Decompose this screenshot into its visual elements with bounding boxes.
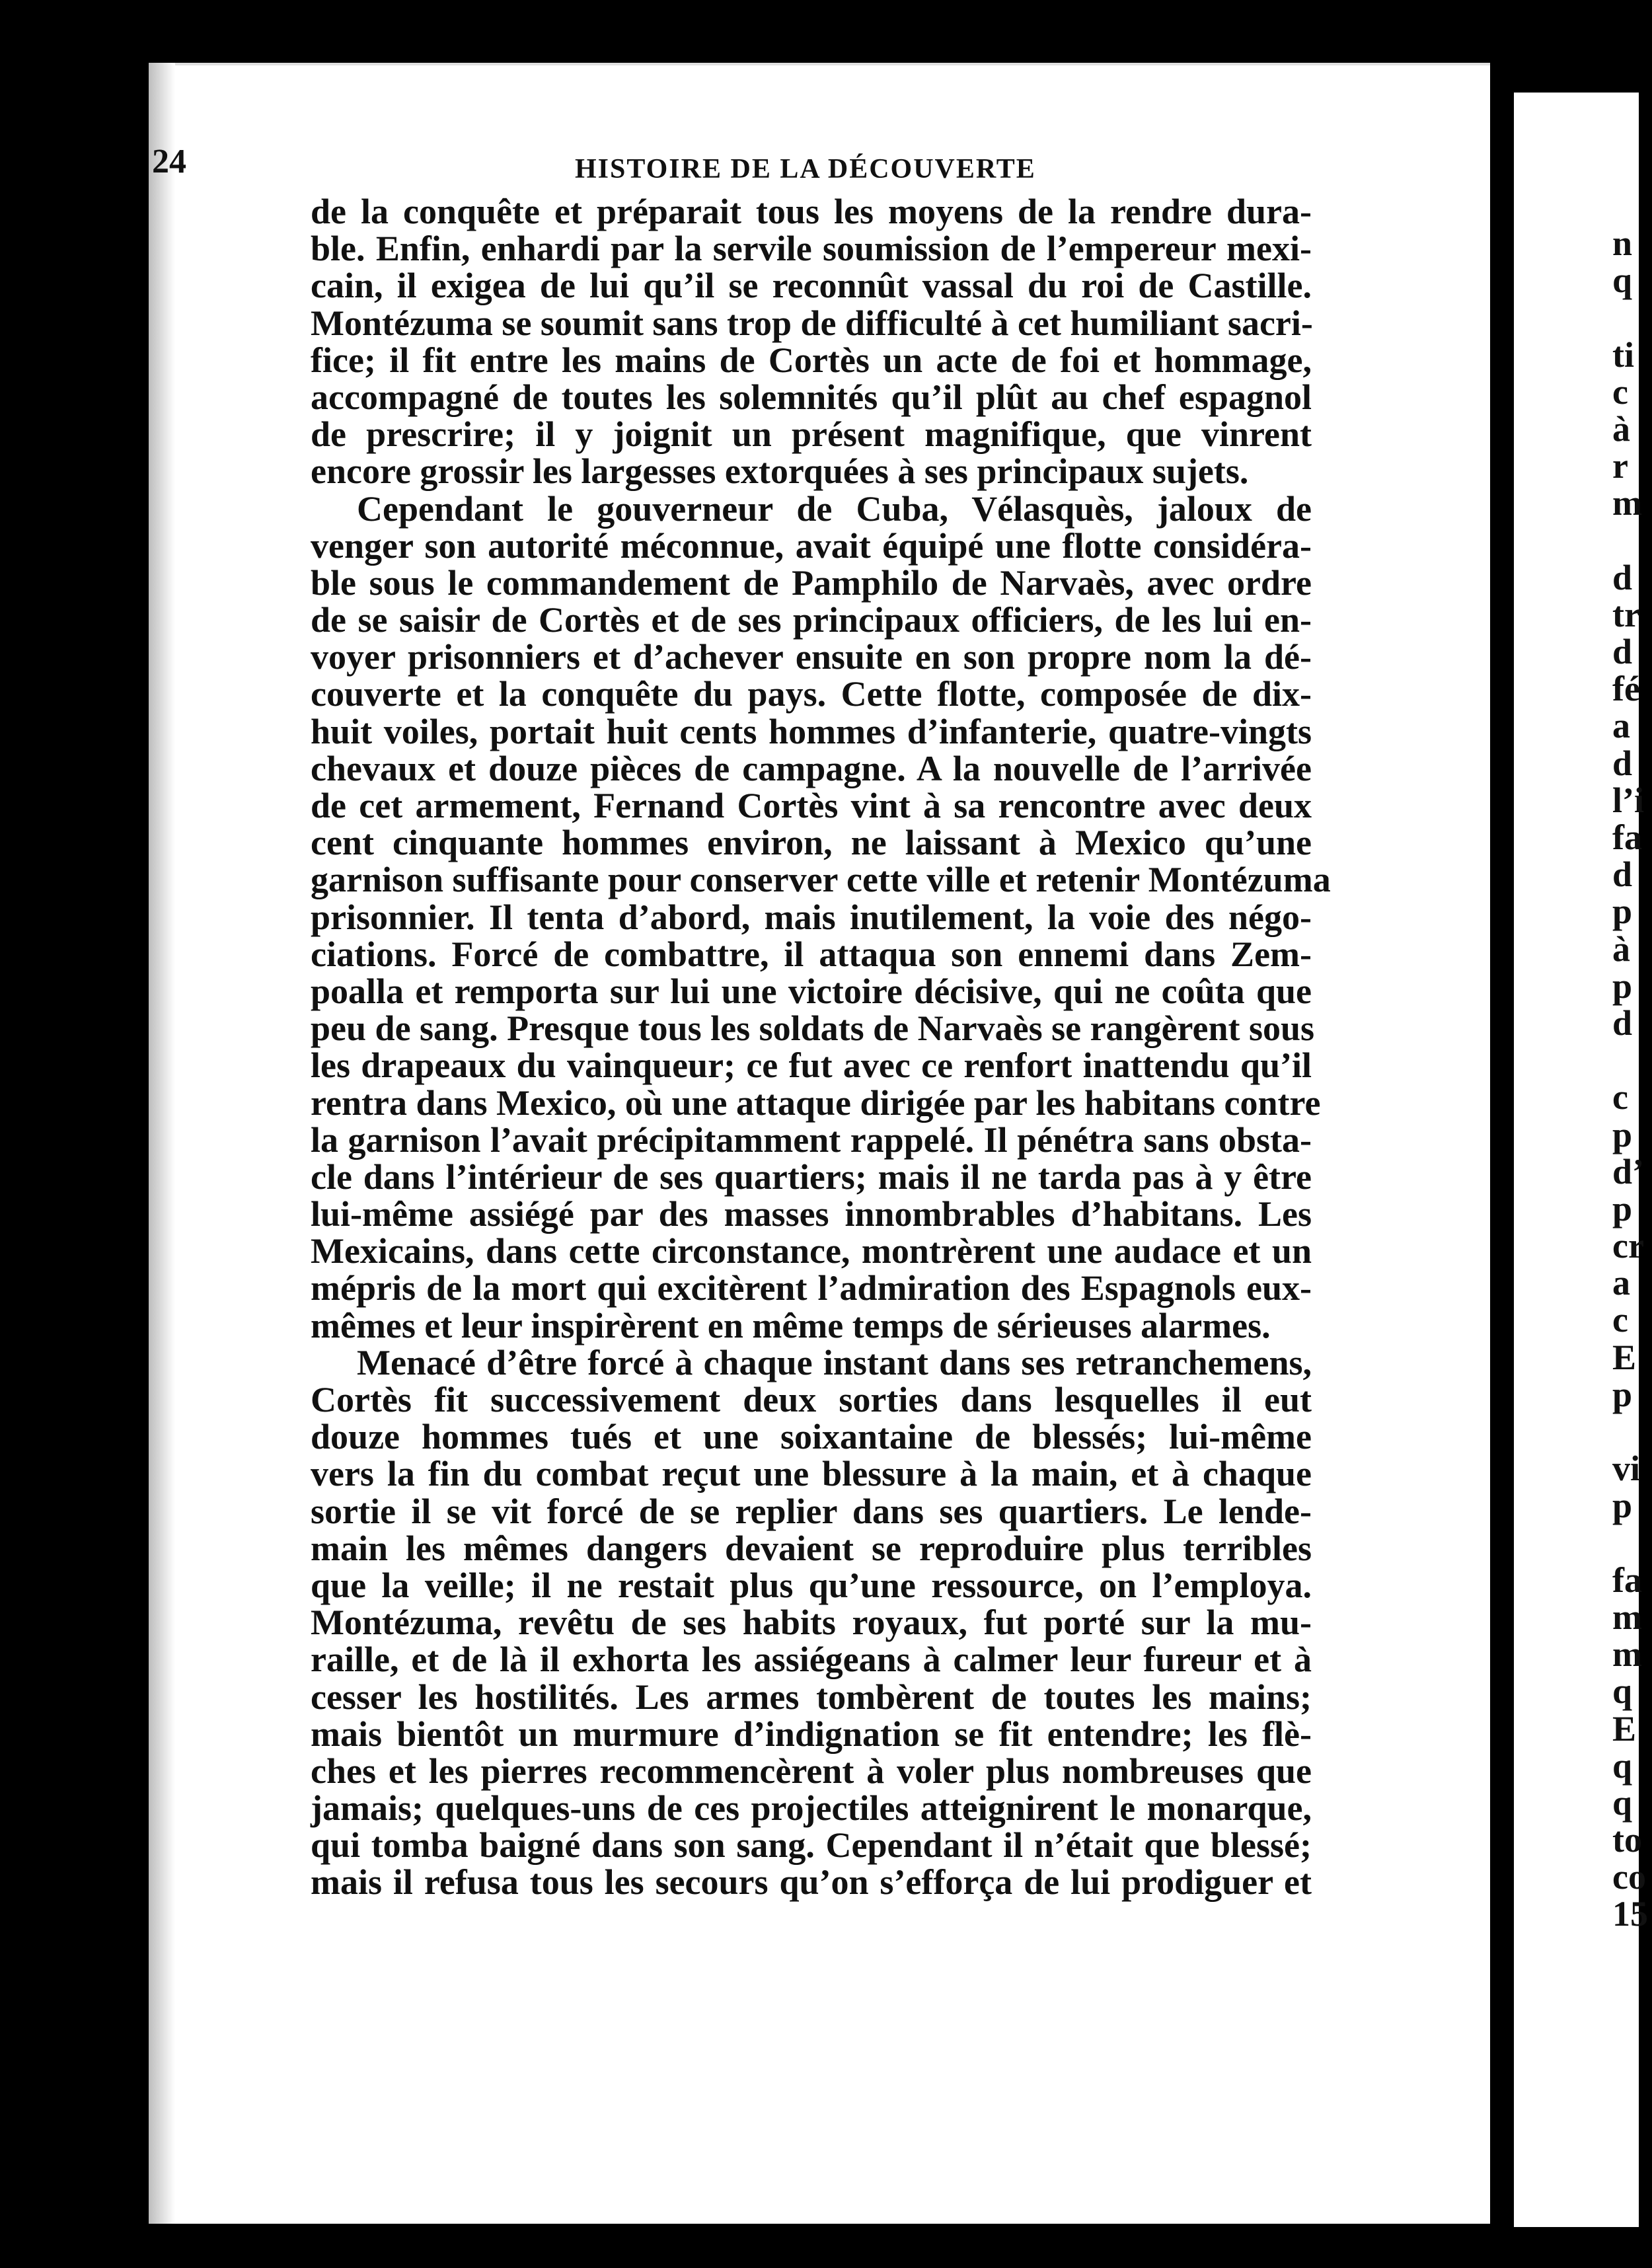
fragment: q xyxy=(1612,1782,1633,1823)
text-line: encore grossir les largesses extorquées à ses principaux sujets. xyxy=(311,451,1249,492)
fragment: d xyxy=(1612,1002,1633,1043)
fragment: cr xyxy=(1612,1226,1644,1266)
fragment: E xyxy=(1612,1337,1637,1377)
book-spine xyxy=(1490,63,1514,2224)
fragment: r xyxy=(1612,446,1628,486)
text-line: main les mêmes dangers devaient se reproduire plus terribles xyxy=(311,1528,1312,1568)
fragment xyxy=(1612,522,1652,559)
text-line: cle dans l’intérieur de ses quartiers; mais il ne tarda pas à y être xyxy=(311,1156,1312,1197)
text-line: ble sous le commandement de Pamphilo de Narvaès, avec ordre xyxy=(311,562,1312,603)
text-line: fice; il fit entre les mains de Cortès un acte de foi et hommage, xyxy=(311,340,1312,380)
text-line: vers la fin du combat reçut une blessure à la main, et à chaque xyxy=(311,1454,1312,1494)
fragment: to xyxy=(1612,1820,1642,1860)
text-line: ciations. Forcé de combattre, il attaqua son ennemi dans Zem- xyxy=(311,934,1312,974)
fragment: d xyxy=(1612,632,1633,672)
text-line: que la veille; il ne restait plus qu’une ressource, on l’employa. xyxy=(311,1565,1312,1605)
text-line: accompagné de toutes les solemnités qu’il plût au chef espagnol xyxy=(311,377,1312,417)
fragment: c xyxy=(1612,371,1628,412)
fragment: d’ xyxy=(1612,1151,1645,1191)
fragment: à xyxy=(1612,928,1630,969)
fragment: q xyxy=(1612,1671,1633,1712)
text-line: mais il refusa tous les secours qu’on s’efforça de lui prodiguer et xyxy=(311,1862,1312,1903)
text-line: mêmes et leur inspirèrent en même temps de sérieuses alarmes. xyxy=(311,1305,1271,1345)
fragment: p xyxy=(1612,1114,1633,1154)
text-line: rentra dans Mexico, où une attaque dirigée par les habitans contre xyxy=(311,1082,1321,1123)
text-line: peu de sang. Presque tous les soldats de Narvaès se rangèrent sous xyxy=(311,1008,1315,1049)
running-head: HISTOIRE DE LA DÉCOUVERTE xyxy=(575,154,1036,184)
text-line: cent cinquante hommes environ, ne laissant à Mexico qu’une xyxy=(311,823,1312,863)
text-line: cain, il exigea de lui qu’il se reconnût vassal du roi de Castille. xyxy=(311,266,1312,306)
text-line: lui-même assiégé par des masses innombrables d’habitans. Les xyxy=(311,1194,1312,1234)
fragment: tr xyxy=(1612,594,1640,634)
fragment: à xyxy=(1612,408,1630,449)
fragment: ti xyxy=(1612,334,1634,375)
fragment: m xyxy=(1612,1597,1642,1637)
text-line: jamais; quelques-uns de ces projectiles atteignirent le monarque, xyxy=(311,1788,1312,1829)
body-text xyxy=(311,192,1331,1903)
text-line: de se saisir de Cortès et de ses principaux officiers, de les lui en- xyxy=(311,600,1312,640)
fragment xyxy=(1612,1041,1652,1078)
page-gutter-shadow xyxy=(149,63,175,2224)
fragment: m xyxy=(1612,483,1642,523)
text-line: poalla et remporta sur lui une victoire décisive, qui ne coûta que xyxy=(311,971,1312,1011)
fragment: q xyxy=(1612,260,1633,301)
text-line: garnison suffisante pour conserver cette ville et retenir Montézuma xyxy=(311,860,1331,900)
fragment xyxy=(1612,1525,1652,1562)
text-line: la garnison l’avait précipitamment rappelé. Il pénétra sans obsta- xyxy=(311,1119,1312,1160)
text-line: Menacé d’être forcé à chaque instant dans ses retranchemens, xyxy=(357,1342,1312,1382)
text-line: Cependant le gouverneur de Cuba, Vélasquès, jaloux de xyxy=(357,488,1312,529)
text-line: voyer prisonniers et d’achever ensuite en son propre nom la dé- xyxy=(311,637,1312,677)
text-line: mépris de la mort qui excitèrent l’admiration des Espagnols eux- xyxy=(311,1268,1312,1308)
page-number: 24 xyxy=(152,143,186,180)
text-line: raille, et de là il exhorta les assiégeans à calmer leur fureur et à xyxy=(311,1640,1312,1680)
fragment: a xyxy=(1612,1263,1630,1303)
text-line: les drapeaux du vainqueur; ce fut avec ce renfort inattendu qu’il xyxy=(311,1045,1312,1086)
fragment: fé xyxy=(1612,669,1640,709)
fragment: vi xyxy=(1612,1449,1641,1489)
fragment: d xyxy=(1612,854,1633,895)
facing-page-fragments xyxy=(1612,225,1652,1933)
fragment: l’i xyxy=(1612,780,1644,820)
text-line: Mexicains, dans cette circonstance, montrèrent une audace et un xyxy=(311,1231,1312,1271)
fragment: p xyxy=(1612,965,1633,1006)
text-line: ches et les pierres recommencèrent à voler plus nombreuses que xyxy=(311,1751,1312,1791)
fragment: 15 xyxy=(1612,1894,1648,1934)
fragment: E xyxy=(1612,1708,1637,1749)
fragment xyxy=(1612,1413,1652,1450)
text-line: prisonnier. Il tenta d’abord, mais inutilement, la voie des négo- xyxy=(311,897,1312,937)
text-line: douze hommes tués et une soixantaine de blessés; lui-même xyxy=(311,1417,1312,1457)
fragment: fa xyxy=(1612,1560,1642,1600)
text-line: de la conquête et préparait tous les moyens de la rendre dura- xyxy=(311,192,1312,231)
fragment: co xyxy=(1612,1857,1646,1897)
text-line: qui tomba baigné dans son sang. Cependant il n’était que blessé; xyxy=(311,1825,1312,1866)
fragment: p xyxy=(1612,1486,1633,1526)
fragment: m xyxy=(1612,1634,1642,1675)
text-line: couverte et la conquête du pays. Cette flotte, composée de dix- xyxy=(311,674,1312,714)
fragment: q xyxy=(1612,1745,1633,1786)
text-line: mais bientôt un murmure d’indignation se fit entendre; les flè- xyxy=(311,1714,1312,1754)
text-line: Montézuma, revêtu de ses habits royaux, fut porté sur la mu- xyxy=(311,1603,1312,1643)
fragment: p xyxy=(1612,1188,1633,1228)
fragment: d xyxy=(1612,743,1633,783)
text-line: Cortès fit successivement deux sorties dans lesquelles il eut xyxy=(311,1380,1312,1419)
fragment: p xyxy=(1612,891,1633,932)
text-line: venger son autorité méconnue, avait équipé une flotte considéra- xyxy=(311,525,1312,566)
fragment: c xyxy=(1612,1300,1628,1340)
text-line: cesser les hostilités. Les armes tombèrent de toutes les mains; xyxy=(311,1677,1312,1717)
fragment: n xyxy=(1612,223,1633,263)
text-line: de cet armement, Fernand Cortès vint à sa rencontre avec deux xyxy=(311,786,1312,825)
text-line: huit voiles, portait huit cents hommes d’infanterie, quatre-vingts xyxy=(311,711,1312,751)
fragment: p xyxy=(1612,1374,1633,1414)
text-line: Montézuma se soumit sans trop de difficulté à cet humiliant sacri- xyxy=(311,303,1313,343)
fragment: c xyxy=(1612,1077,1628,1117)
text-line: chevaux et douze pièces de campagne. A la nouvelle de l’arrivée xyxy=(311,748,1312,788)
text-line: sortie il se vit forcé de se replier dans ses quartiers. Le lende- xyxy=(311,1491,1312,1531)
text-line: ble. Enfin, enhardi par la servile soumission de l’empereur mexi- xyxy=(311,229,1312,269)
fragment: fa xyxy=(1612,817,1642,857)
fragment: d xyxy=(1612,557,1633,597)
fragment: a xyxy=(1612,706,1630,746)
text-line: de prescrire; il y joignit un présent magnifique, que vinrent xyxy=(311,414,1312,455)
fragment xyxy=(1612,299,1652,336)
